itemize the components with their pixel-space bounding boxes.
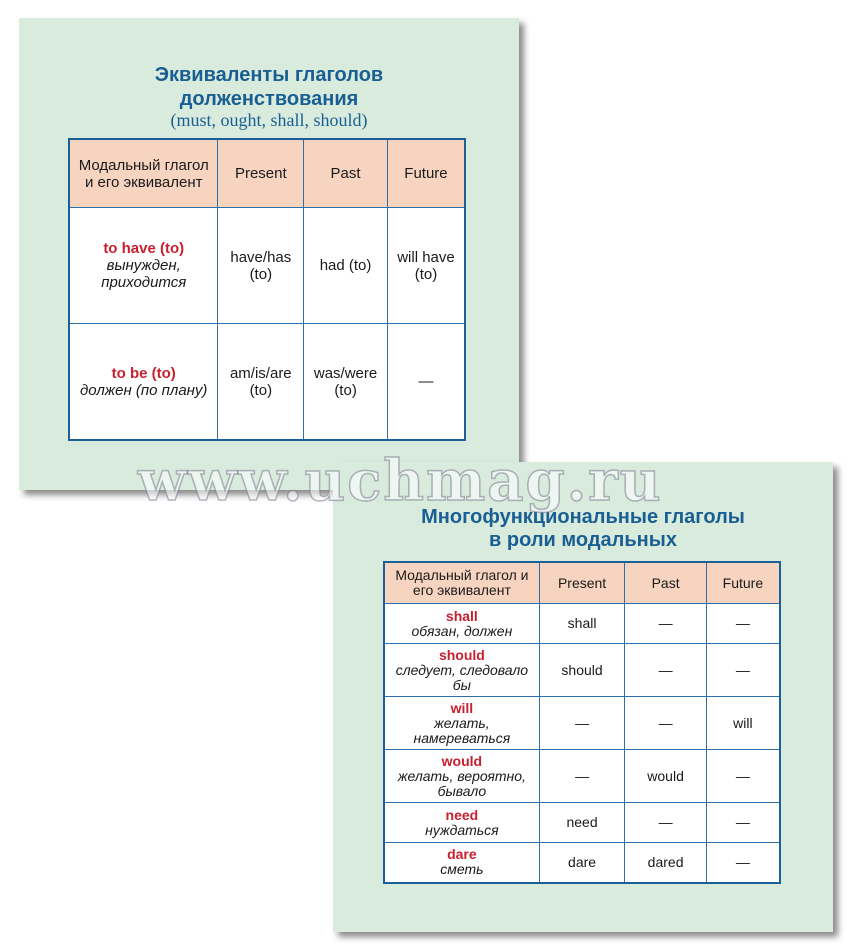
verb-cell xyxy=(384,604,539,644)
present-cell: — xyxy=(539,750,625,803)
verb-meaning: следует, следовало бы xyxy=(395,661,529,693)
present-cell: — xyxy=(539,697,625,750)
verb-cell xyxy=(384,697,539,750)
future-cell: will xyxy=(706,697,780,750)
verb-meaning: сметь xyxy=(440,861,484,878)
present-cell: am/is/are (to) xyxy=(218,324,304,441)
future-cell: — xyxy=(387,324,465,441)
table-row xyxy=(384,803,780,843)
present-cell: shall xyxy=(539,604,625,644)
verb-label: shall xyxy=(445,607,478,624)
header-verb: Модальный глагол и его эквивалент xyxy=(69,139,218,208)
past-cell: had (to) xyxy=(304,208,388,324)
card1-subtitle: (must, ought, shall, should) xyxy=(170,110,368,130)
header-future: Future xyxy=(706,562,780,604)
multifunctional-table xyxy=(383,561,781,884)
past-cell: — xyxy=(625,803,706,843)
past-cell: — xyxy=(625,604,706,644)
present-cell: should xyxy=(539,644,625,697)
card2-title-line2: в роли модальных xyxy=(489,529,677,551)
future-cell: will have (to) xyxy=(387,208,465,324)
present-cell: need xyxy=(539,803,625,843)
past-cell: would xyxy=(625,750,706,803)
verb-label: to have (to) xyxy=(103,240,185,257)
table-row xyxy=(384,604,780,644)
header-present: Present xyxy=(539,562,625,604)
verb-cell xyxy=(69,208,218,324)
card-modal-equivalents xyxy=(19,18,519,490)
verb-cell xyxy=(384,803,539,843)
verb-label: will xyxy=(450,699,474,716)
verb-cell xyxy=(384,644,539,697)
table-row xyxy=(384,750,780,803)
verb-label: need xyxy=(445,806,479,823)
verb-cell xyxy=(69,324,218,441)
present-cell: have/has (to) xyxy=(218,208,304,324)
past-cell: — xyxy=(625,697,706,750)
verb-meaning: вынужден, приходится xyxy=(101,257,187,291)
verb-cell xyxy=(384,750,539,803)
header-future: Future xyxy=(387,139,465,208)
future-cell: — xyxy=(706,803,780,843)
header-past: Past xyxy=(625,562,706,604)
verb-label: dare xyxy=(447,846,477,863)
verb-label: to be (to) xyxy=(111,364,176,382)
verb-meaning: должен (по плану) xyxy=(80,381,208,399)
verb-label: should xyxy=(438,646,485,663)
verb-label: would xyxy=(441,752,483,769)
card1-title-line2: долженствования xyxy=(179,88,359,110)
verb-meaning: нуждаться xyxy=(425,821,499,838)
future-cell: — xyxy=(706,604,780,644)
table-row xyxy=(384,697,780,750)
card1-title-line1: Эквиваленты глаголов xyxy=(154,64,384,86)
past-cell: dared xyxy=(625,843,706,883)
verb-meaning: обязан, должен xyxy=(411,622,513,639)
header-verb: Модальный глагол и его эквивалент xyxy=(384,562,539,604)
table-row xyxy=(384,644,780,697)
header-past: Past xyxy=(304,139,388,208)
future-cell: — xyxy=(706,843,780,883)
table-row xyxy=(69,324,465,441)
past-cell: — xyxy=(625,644,706,697)
present-cell: dare xyxy=(539,843,625,883)
watermark: www.uchmag.ru xyxy=(138,448,663,514)
verb-meaning: желать, намереваться xyxy=(413,714,511,746)
header-present: Present xyxy=(218,139,304,208)
table-header-row xyxy=(69,139,465,208)
card-multifunctional-verbs xyxy=(333,462,833,932)
card2-title-line1: Многофункциональные глаголы xyxy=(421,506,745,528)
future-cell: — xyxy=(706,750,780,803)
past-cell: was/were (to) xyxy=(304,324,388,441)
verb-meaning: желать, вероятно, бывало xyxy=(397,767,526,799)
verb-cell xyxy=(384,843,539,883)
table-row xyxy=(69,208,465,324)
future-cell: — xyxy=(706,644,780,697)
table-row xyxy=(384,843,780,883)
equivalents-table xyxy=(68,138,466,441)
table-header-row xyxy=(384,562,780,604)
